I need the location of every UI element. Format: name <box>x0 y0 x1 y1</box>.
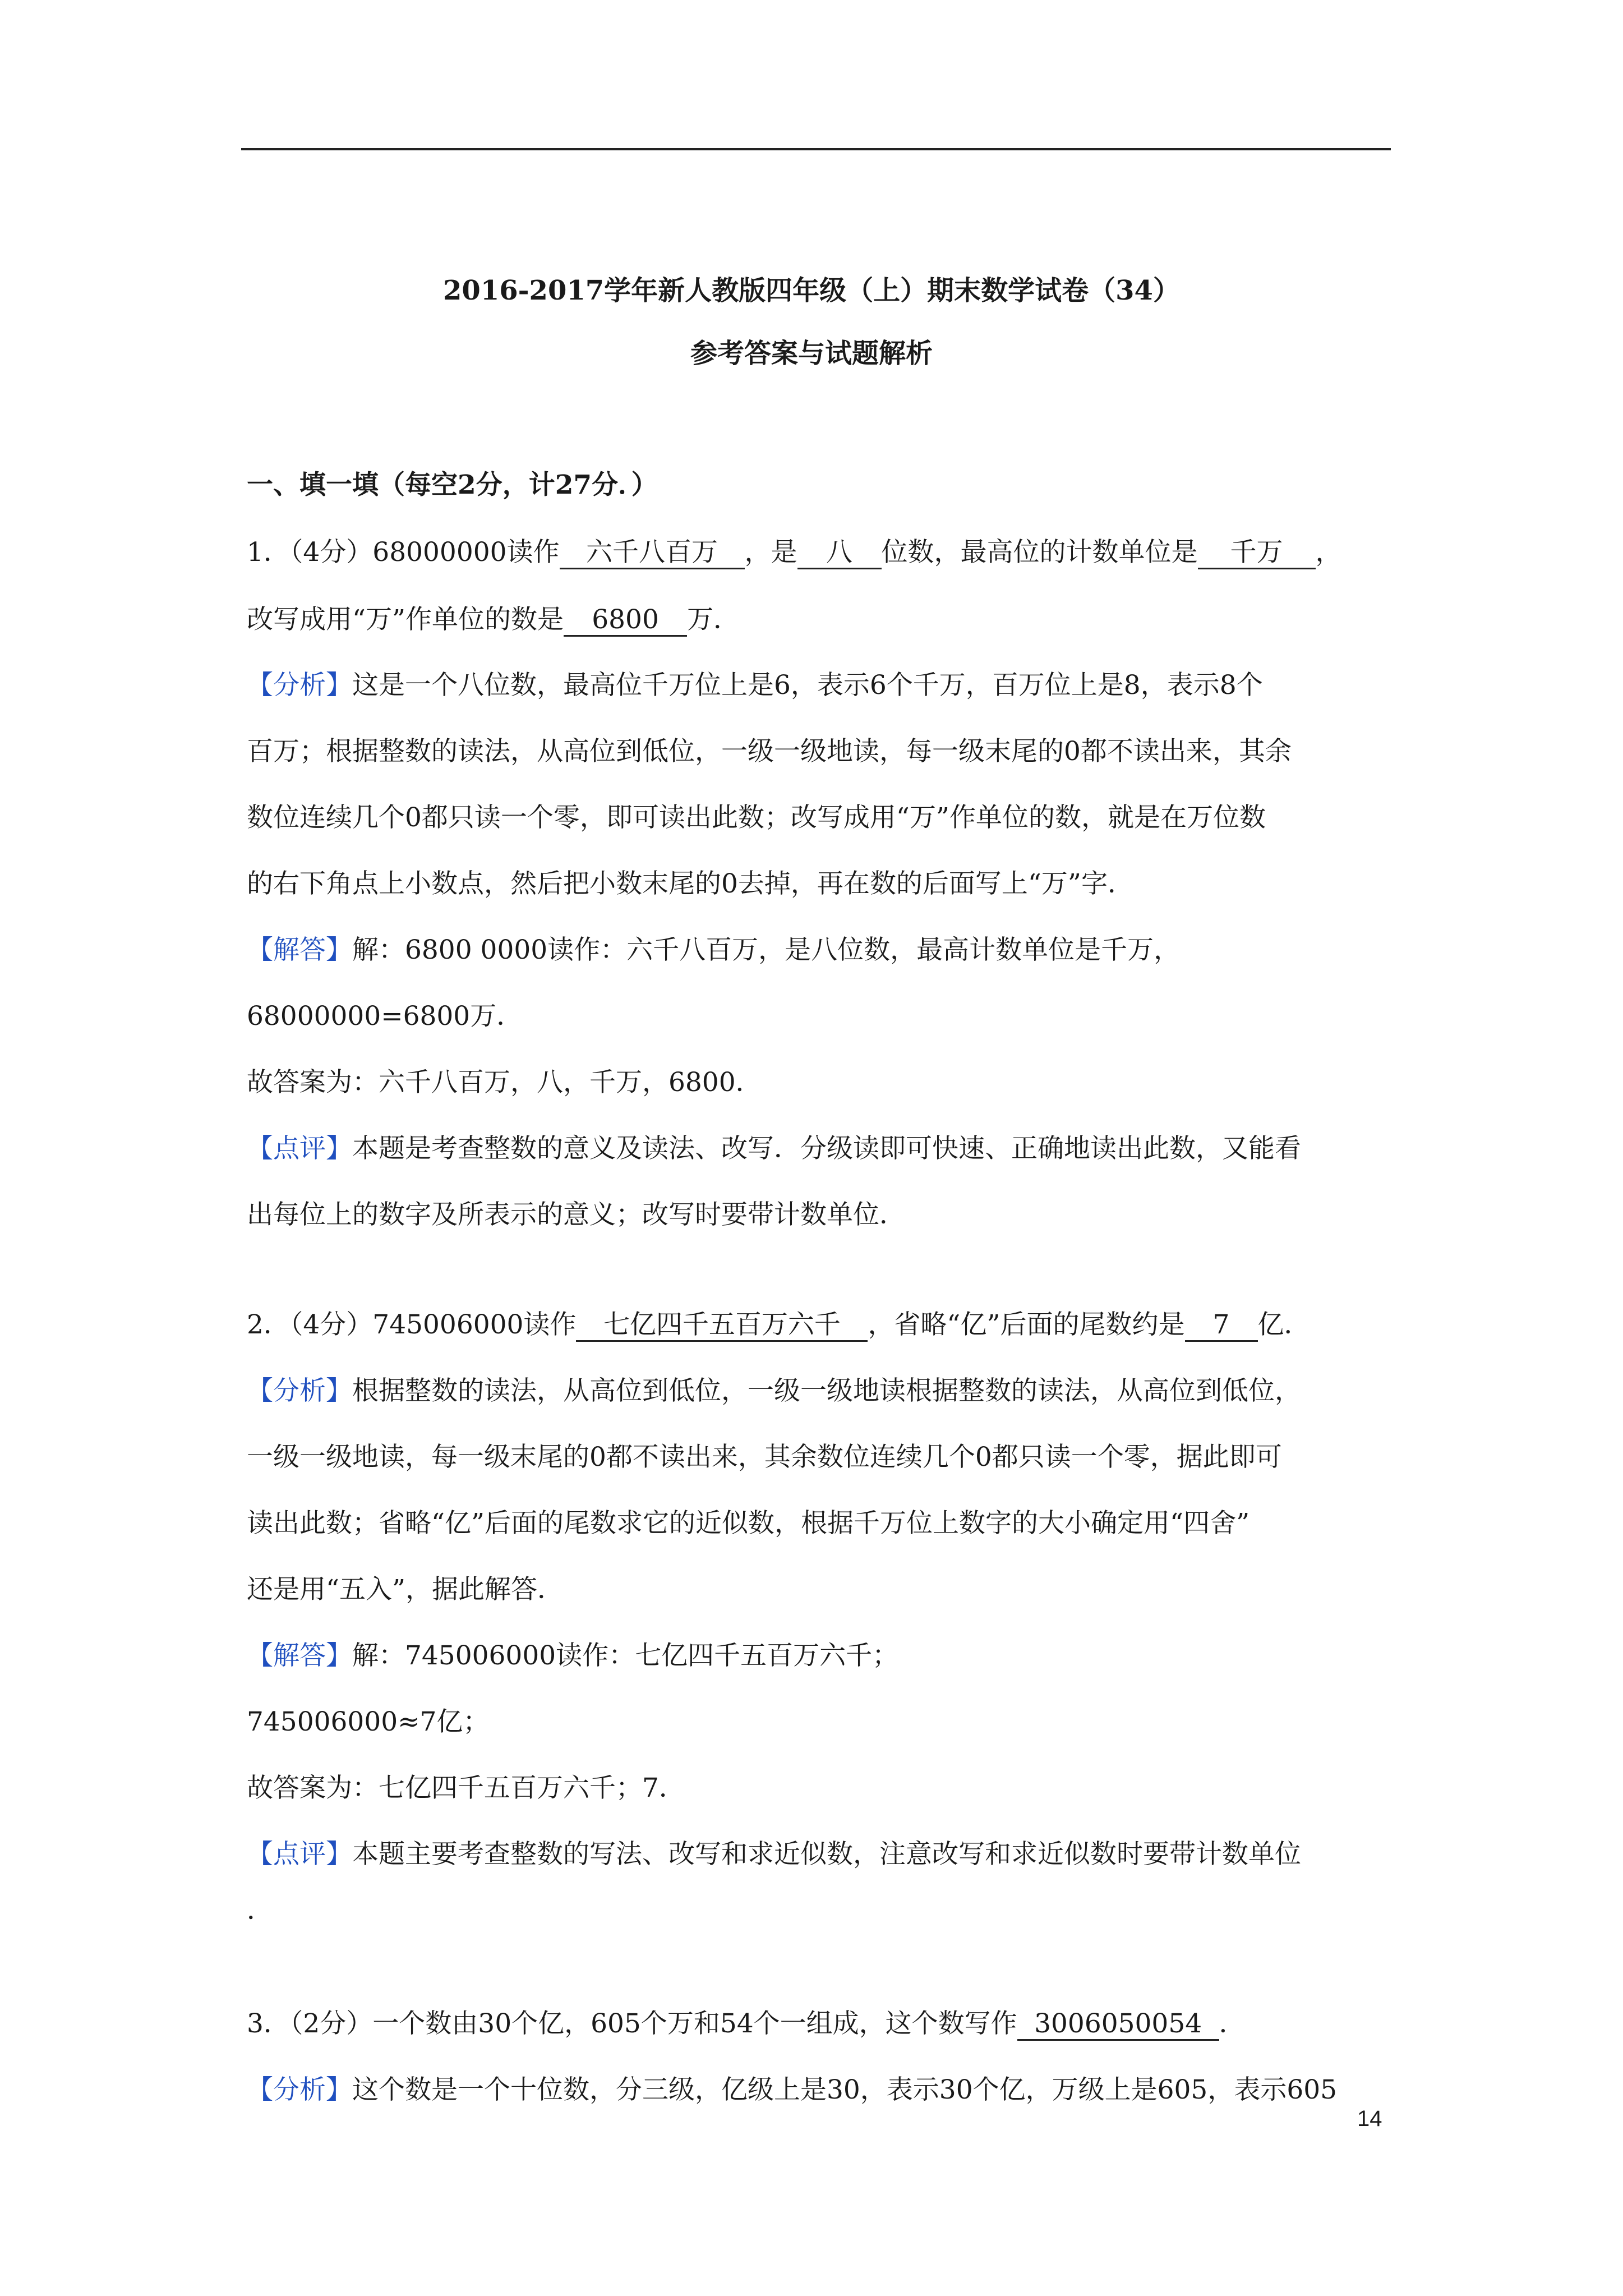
q1-answer-blank-4: 6800 <box>564 605 687 637</box>
comment-tag: 【点评】 <box>247 1839 352 1870</box>
q1-analysis-line: 数位连续几个0都只读一个零，即可读出此数；改写成用“万”作单位的数，就是在万位数 <box>247 802 1266 833</box>
q2-analysis-line: 一级一级地读，每一级末尾的0都不读出来，其余数位连续几个0都只读一个零，据此即可 <box>247 1442 1282 1473</box>
q1-answer-blank-2: 八 <box>797 537 882 569</box>
document-subtitle: 参考答案与试题解析 <box>690 338 933 369</box>
q2-answer-line: 故答案为：七亿四千五百万六千；7． <box>247 1773 685 1803</box>
q2-analysis-line: 还是用“五入”，据此解答． <box>247 1574 564 1605</box>
question-3-line-1 <box>247 2007 1246 2041</box>
q1-text: ， <box>1315 537 1342 568</box>
section-heading: 一、填一填（每空2分，计27分．） <box>247 470 658 500</box>
analysis-tag: 【分析】 <box>247 670 352 701</box>
q2-text: ，省略“亿”后面的尾数约是 <box>868 1309 1185 1340</box>
q1-text: ，是 <box>744 537 797 568</box>
header-rule <box>241 148 1391 150</box>
q1-answer-line: 68000000=6800万． <box>247 1001 523 1032</box>
q1-answer <box>247 933 1180 967</box>
q1-analysis <box>247 669 1263 702</box>
q2-analysis-line: 读出此数；省略“亿”后面的尾数求它的近似数，根据千万位上数字的大小确定用“四舍” <box>247 1508 1250 1539</box>
answer-tag: 【解答】 <box>247 1640 352 1671</box>
q2-answer <box>247 1639 898 1673</box>
q1-text: 1．（4分）68000000读作 <box>247 537 560 568</box>
q2-comment-line: ． <box>247 1895 273 1926</box>
analysis-tag: 【分析】 <box>247 1375 352 1406</box>
answer-text: 解：6800 0000读作：六千八百万，是八位数，最高计数单位是千万， <box>352 935 1181 965</box>
question-1-line-2 <box>247 603 740 637</box>
analysis-text: 这个数是一个十位数，分三级，亿级上是30，表示30个亿，万级上是605，表示605 <box>352 2074 1338 2105</box>
q3-text: 3．（2分）一个数由30个亿，605个万和54个一组成，这个数写作 <box>247 2008 1017 2039</box>
q3-answer-blank-1: 3006050054 <box>1017 2009 1219 2041</box>
q1-comment <box>247 1132 1301 1166</box>
q1-text: 万． <box>687 604 740 635</box>
document-title: 2016-2017学年新人教版四年级（上）期末数学试卷（34） <box>443 275 1180 306</box>
analysis-tag: 【分析】 <box>247 2074 352 2105</box>
q2-text: 亿． <box>1257 1309 1311 1340</box>
comment-text: 本题主要考查整数的写法、改写和求近似数，注意改写和求近似数时要带计数单位 <box>352 1839 1301 1870</box>
q3-analysis <box>247 2073 1337 2107</box>
q1-analysis-line: 百万；根据整数的读法，从高位到低位，一级一级地读，每一级末尾的0都不读出来，其余 <box>247 736 1292 767</box>
answer-text: 解：745006000读作：七亿四千五百万六千； <box>352 1640 899 1671</box>
analysis-text: 这是一个八位数，最高位千万位上是6，表示6个千万，百万位上是8，表示8个 <box>352 670 1263 701</box>
comment-tag: 【点评】 <box>247 1133 352 1164</box>
q1-answer-blank-1: 六千八百万 <box>560 537 745 569</box>
q2-comment <box>247 1838 1301 1871</box>
q1-answer-blank-3: 千万 <box>1198 537 1316 569</box>
q1-comment-line: 出每位上的数字及所表示的意义；改写时要带计数单位． <box>247 1199 906 1230</box>
analysis-text: 根据整数的读法，从高位到低位，一级一级地读根据整数的读法，从高位到低位， <box>352 1375 1301 1406</box>
q2-answer-blank-2: 7 <box>1185 1310 1258 1342</box>
q2-answer-blank-1: 七亿四千五百万六千 <box>576 1310 868 1342</box>
answer-tag: 【解答】 <box>247 935 352 965</box>
question-2-line-1 <box>247 1308 1311 1342</box>
q1-text: 改写成用“万”作单位的数是 <box>247 604 564 635</box>
question-1-line-1 <box>247 536 1342 569</box>
comment-text: 本题是考查整数的意义及读法、改写．分级读即可快速、正确地读出此数，又能看 <box>352 1133 1301 1164</box>
q2-text: 2．（4分）745006000读作 <box>247 1309 577 1340</box>
q2-answer-line: 745006000≈7亿； <box>247 1706 490 1737</box>
q1-analysis-line: 的右下角点上小数点，然后把小数末尾的0去掉，再在数的后面写上“万”字． <box>247 868 1134 899</box>
page-number: 14 <box>1357 2106 1382 2131</box>
q1-answer-line: 故答案为：六千八百万，八，千万，6800． <box>247 1067 762 1098</box>
q3-text: ． <box>1219 2008 1246 2039</box>
q2-analysis <box>247 1374 1301 1408</box>
q1-text: 位数，最高位的计数单位是 <box>881 537 1198 568</box>
